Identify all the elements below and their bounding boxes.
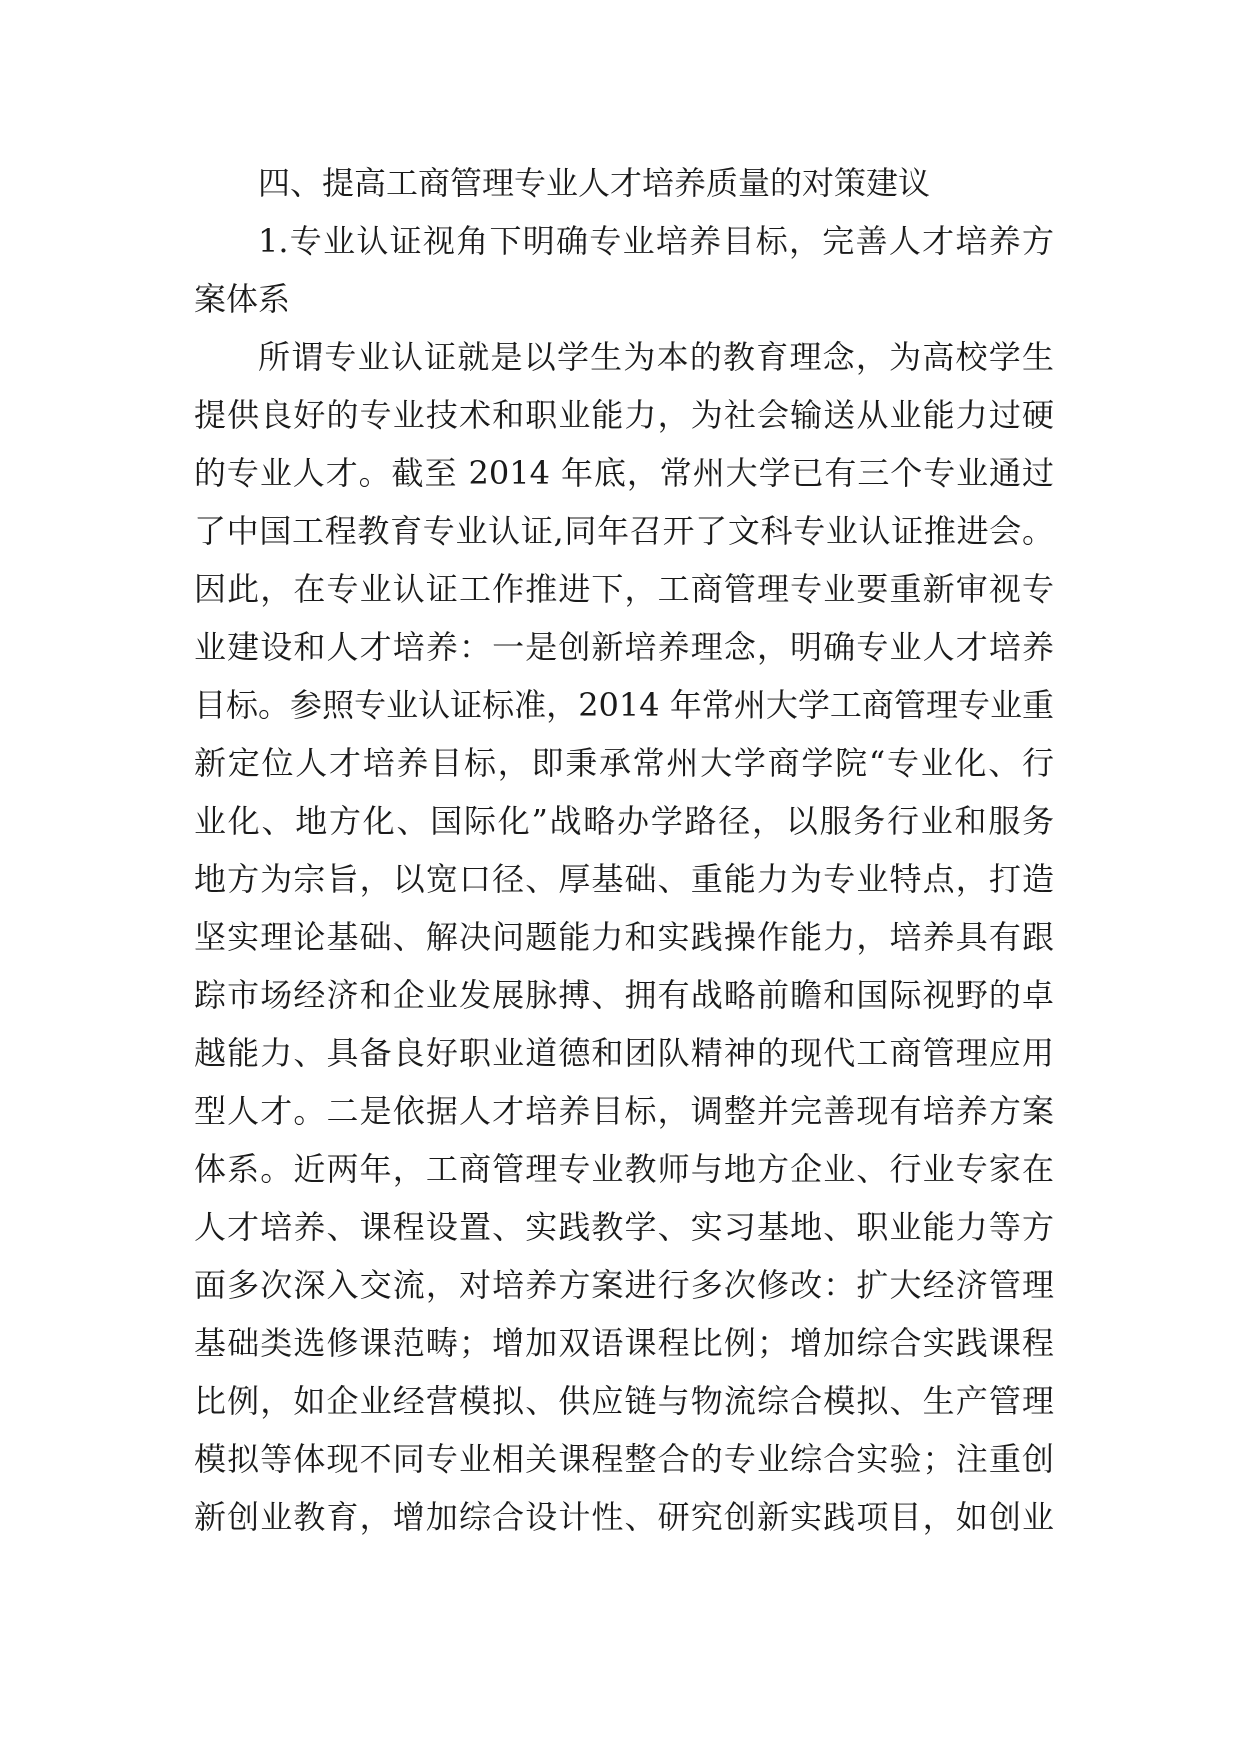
subheading-line: 案体系 bbox=[194, 280, 291, 318]
body-line: 业建设和人才培养：一是创新培养理念，明确专业人才培养 bbox=[194, 628, 1054, 666]
document-text bbox=[194, 154, 1054, 1546]
body-line: 越能力、具备良好职业道德和团队精神的现代工商管理应用 bbox=[194, 1034, 1054, 1072]
body-line: 模拟等体现不同专业相关课程整合的专业综合实验；注重创 bbox=[194, 1440, 1054, 1478]
body-line: 坚实理论基础、解决问题能力和实践操作能力，培养具有跟 bbox=[194, 918, 1054, 956]
body-line: 了中国工程教育专业认证,同年召开了文科专业认证推进会。 bbox=[194, 512, 1054, 550]
section-heading: 四、提高工商管理专业人才培养质量的对策建议 bbox=[258, 164, 931, 202]
body-line: 体系。近两年，工商管理专业教师与地方企业、行业专家在 bbox=[194, 1150, 1054, 1188]
body-line: 因此，在专业认证工作推进下，工商管理专业要重新审视专 bbox=[194, 570, 1054, 608]
body-line: 的专业人才。截至 2014 年底，常州大学已有三个专业通过 bbox=[194, 454, 1054, 492]
body-line: 基础类选修课范畴；增加双语课程比例；增加综合实践课程 bbox=[194, 1324, 1054, 1362]
body-line: 地方为宗旨，以宽口径、厚基础、重能力为专业特点，打造 bbox=[194, 860, 1054, 898]
body-line: 面多次深入交流，对培养方案进行多次修改：扩大经济管理 bbox=[194, 1266, 1054, 1304]
body-line: 所谓专业认证就是以学生为本的教育理念，为高校学生 bbox=[258, 338, 1054, 376]
body-line: 新创业教育，增加综合设计性、研究创新实践项目，如创业 bbox=[194, 1498, 1054, 1536]
body-line: 比例，如企业经营模拟、供应链与物流综合模拟、生产管理 bbox=[194, 1382, 1054, 1420]
body-line: 人才培养、课程设置、实践教学、实习基地、职业能力等方 bbox=[194, 1208, 1054, 1246]
subheading-line: 1.专业认证视角下明确专业培养目标，完善人才培养方 bbox=[258, 222, 1054, 260]
body-line: 踪市场经济和企业发展脉搏、拥有战略前瞻和国际视野的卓 bbox=[194, 976, 1054, 1014]
body-line: 目标。参照专业认证标准，2014 年常州大学工商管理专业重 bbox=[194, 686, 1054, 724]
body-line: 新定位人才培养目标，即秉承常州大学商学院“专业化、行 bbox=[194, 744, 1054, 782]
body-line: 业化、地方化、国际化”战略办学路径，以服务行业和服务 bbox=[194, 802, 1054, 840]
body-line: 提供良好的专业技术和职业能力，为社会输送从业能力过硬 bbox=[194, 396, 1054, 434]
body-line: 型人才。二是依据人才培养目标，调整并完善现有培养方案 bbox=[194, 1092, 1054, 1130]
